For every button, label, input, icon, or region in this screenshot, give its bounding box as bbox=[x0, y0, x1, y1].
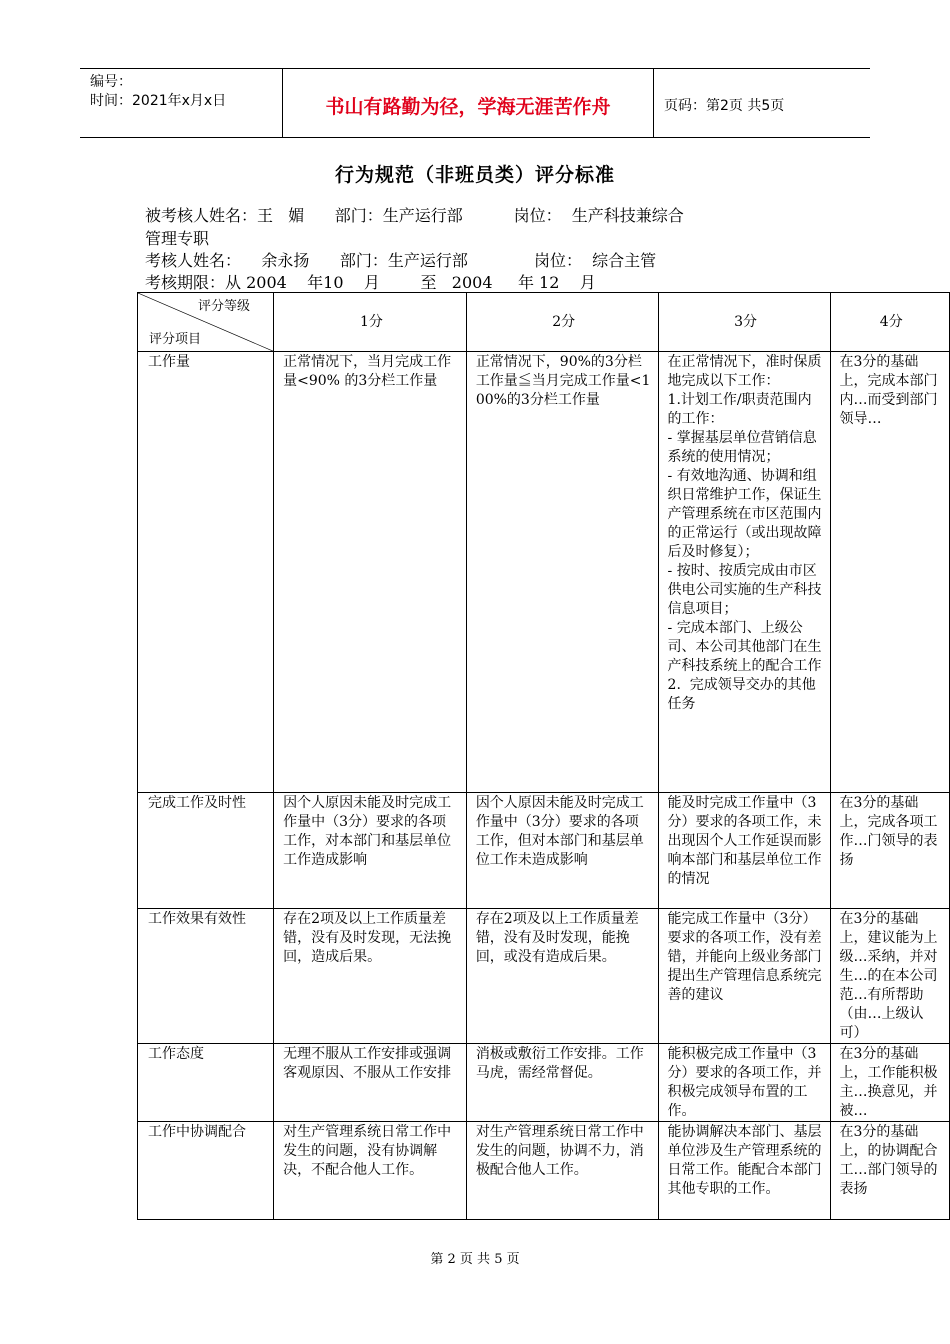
table-cell: 能完成工作量中（3分）要求的各项工作，没有差错，并能向上级业务部门提出生产管理信息系统完善的建议 bbox=[658, 909, 830, 1044]
table-cell: 在3分的基础上，完成各项工作…门领导的表扬 bbox=[830, 793, 950, 909]
table-corner-cell bbox=[138, 293, 274, 352]
scoring-table bbox=[137, 292, 950, 1220]
grade-header-3: 3分 bbox=[658, 293, 830, 352]
header-motto: 书山有路勤为径，学海无涯苦作舟 bbox=[282, 69, 654, 137]
table-cell: 能及时完成工作量中（3分）要求的各项工作，未出现因个人工作延误而影响本部门和基层单位工作的情况 bbox=[658, 793, 830, 909]
document-title: 行为规范（非班员类）评分标准 bbox=[334, 164, 615, 186]
row-item-workload: 工作量 bbox=[138, 352, 274, 793]
grade-header-4: 4分 bbox=[830, 293, 950, 352]
doc-number-label: 编号： bbox=[90, 74, 132, 90]
row-item-attitude: 工作态度 bbox=[138, 1044, 274, 1122]
table-cell: 对生产管理系统日常工作中发生的问题，没有协调解决，不配合他人工作。 bbox=[274, 1122, 467, 1220]
table-cell: 因个人原因未能及时完成工作量中（3分）要求的各项工作，对本部门和基层单位工作造成影响 bbox=[274, 793, 467, 909]
header-page-info: 页码：第2页 共5页 bbox=[664, 98, 785, 114]
info-line-assessor: 考核人姓名： 余永扬 部门：生产运行部 岗位： 综合主管 bbox=[145, 251, 657, 270]
table-cell: 在3分的基础上，完成本部门内…而受到部门领导… bbox=[830, 352, 950, 793]
table-cell: 无理不服从工作安排或强调客观原因、不服从工作安排 bbox=[274, 1044, 467, 1122]
corner-grade-label: 评分等级 bbox=[198, 299, 251, 314]
page-footer: 第 2 页 共 5 页 bbox=[430, 1252, 520, 1267]
table-cell: 正常情况下，90%的3分栏工作量≦当月完成工作量<100%的3分栏工作量 bbox=[466, 352, 658, 793]
header-banner bbox=[80, 68, 870, 138]
table-cell: 消极或敷衍工作安排。工作马虎，需经常督促。 bbox=[466, 1044, 658, 1122]
row-item-effectiveness: 工作效果有效性 bbox=[138, 909, 274, 1044]
table-cell: 在3分的基础上，工作能积极主…换意见，并被… bbox=[830, 1044, 950, 1122]
grade-header-2: 2分 bbox=[466, 293, 658, 352]
doc-time-label: 时间：2021年x月x日 bbox=[90, 93, 227, 109]
info-line-assessee: 被考核人姓名：王 媚 部门：生产运行部 岗位： 生产科技兼综合 bbox=[145, 206, 684, 225]
table-cell: 对生产管理系统日常工作中发生的问题，协调不力，消极配合他人工作。 bbox=[466, 1122, 658, 1220]
table-cell: 能积极完成工作量中（3分）要求的各项工作，并积极完成领导布置的工作。 bbox=[658, 1044, 830, 1122]
info-line-position-cont: 管理专职 bbox=[145, 229, 210, 248]
table-cell: 存在2项及以上工作质量差错，没有及时发现，能挽回，或没有造成后果。 bbox=[466, 909, 658, 1044]
table-row bbox=[138, 793, 950, 909]
table-row bbox=[138, 909, 950, 1044]
row-item-timeliness: 完成工作及时性 bbox=[138, 793, 274, 909]
grade-header-1: 1分 bbox=[274, 293, 467, 352]
table-cell: 存在2项及以上工作质量差错，没有及时发现，无法挽回，造成后果。 bbox=[274, 909, 467, 1044]
table-cell: 因个人原因未能及时完成工作量中（3分）要求的各项工作，但对本部门和基层单位工作未造成影响 bbox=[466, 793, 658, 909]
table-cell: 在3分的基础上，建议能为上级…采纳，并对生…的在本公司范…有所帮助（由…上级认可） bbox=[830, 909, 950, 1044]
corner-item-label: 评分项目 bbox=[149, 332, 202, 347]
table-cell: 能协调解决本部门、基层单位涉及生产管理系统的日常工作。能配合本部门其他专职的工作。 bbox=[658, 1122, 830, 1220]
table-header-row bbox=[138, 293, 950, 352]
row-item-coordination: 工作中协调配合 bbox=[138, 1122, 274, 1220]
table-row bbox=[138, 1122, 950, 1220]
header-meta bbox=[80, 69, 282, 137]
table-cell: 正常情况下，当月完成工作量<90% 的3分栏工作量 bbox=[274, 352, 467, 793]
table-cell: 在正常情况下，准时保质地完成以下工作： 1.计划工作/职责范围内的工作： - 掌握基层单位营销信息系统的使用情况； - 有效地沟通、协调和组织日常维护工作，保证生产管理系统在市区范围内的正常运行（或出现故障后及时修复）； - 按时、按质完成由市区供电公司实施的生产科技信息项目； - 完成本部门、上级公司、本公司其他部门在生产科技系统上的配合工作 2. 完成领导交办的其他任务 bbox=[658, 352, 830, 793]
table-cell: 在3分的基础上，的协调配合工…部门领导的表扬 bbox=[830, 1122, 950, 1220]
info-line-period: 考核期限：从 2004 年10 月 至 2004 年 12 月 bbox=[145, 273, 596, 292]
table-row bbox=[138, 352, 950, 793]
table-row bbox=[138, 1044, 950, 1122]
